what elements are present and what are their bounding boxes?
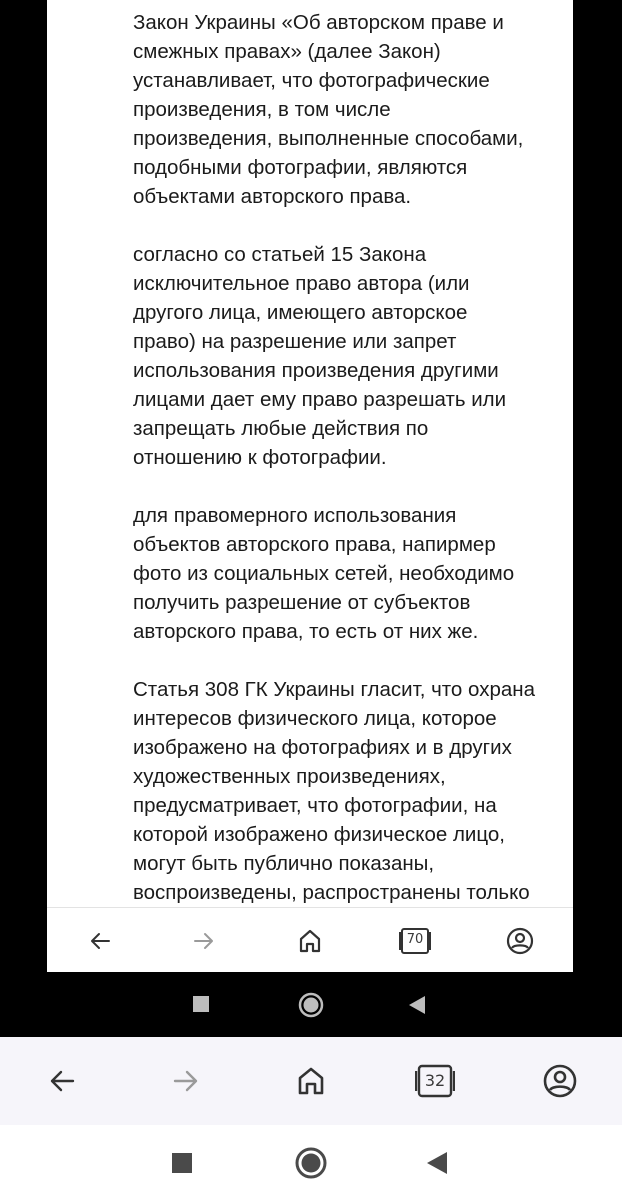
back-triangle-icon[interactable]: [427, 1152, 447, 1174]
account-icon: [506, 927, 534, 955]
forward-arrow-icon[interactable]: [172, 1067, 200, 1095]
article-paragraph-1: Закон Украины «Об авторском праве и смежных правах» (далее Закон) устанавливает, что фотографические произведения, в том числе произведения, выполненные способами, подобными фотографии, являются объектами авторского права.: [133, 11, 524, 208]
article-paragraph-3: для правомерного использования объектов авторского права, напирмер фото из социальных сетей, необходимо получить разрешение от субъектов авторского права, то есть от них же.: [133, 504, 515, 643]
tabs-icon[interactable]: [415, 1064, 455, 1098]
article-paragraph-2: согласно со статьей 15 Закона исключительное право автора (или другого лица, имеющего авторское право) на разрешение или запрет использования произведения другими лицами дает ему право разрешать или запрещать любые действия по отношению к фотографии.: [133, 243, 507, 469]
article-paragraph-4: Статья 308 ГК Украины гласит, что охрана интересов физического лица, которое изображено на фотографиях и в других художественных произведениях, предусматривает, что фотографии, на которой изображено физическое лицо, могут быть публично показаны, воспроизведены, распространены только: [133, 678, 535, 904]
back-arrow-icon: [88, 929, 112, 953]
recents-square-icon[interactable]: [172, 1153, 192, 1173]
tab-count-label: 32: [424, 1071, 446, 1090]
forward-arrow-icon: [192, 929, 216, 953]
home-icon[interactable]: [296, 1065, 326, 1097]
home-circle-icon: [298, 992, 324, 1018]
tab-count-label: 70: [406, 932, 424, 947]
browser-toolbar: [0, 1037, 622, 1125]
home-icon: [298, 928, 322, 954]
back-arrow-icon[interactable]: [48, 1067, 76, 1095]
home-circle-icon[interactable]: [295, 1147, 327, 1179]
article-text: [133, 8, 573, 908]
inner-system-nav-bar: [0, 972, 622, 1037]
tabs-icon: [399, 927, 431, 955]
inner-browser-window: [47, 0, 573, 972]
account-icon[interactable]: [543, 1064, 577, 1098]
back-triangle-icon: [409, 996, 425, 1014]
inner-browser-toolbar: [47, 907, 573, 972]
recents-square-icon: [193, 996, 209, 1012]
system-nav-bar: [0, 1125, 622, 1200]
